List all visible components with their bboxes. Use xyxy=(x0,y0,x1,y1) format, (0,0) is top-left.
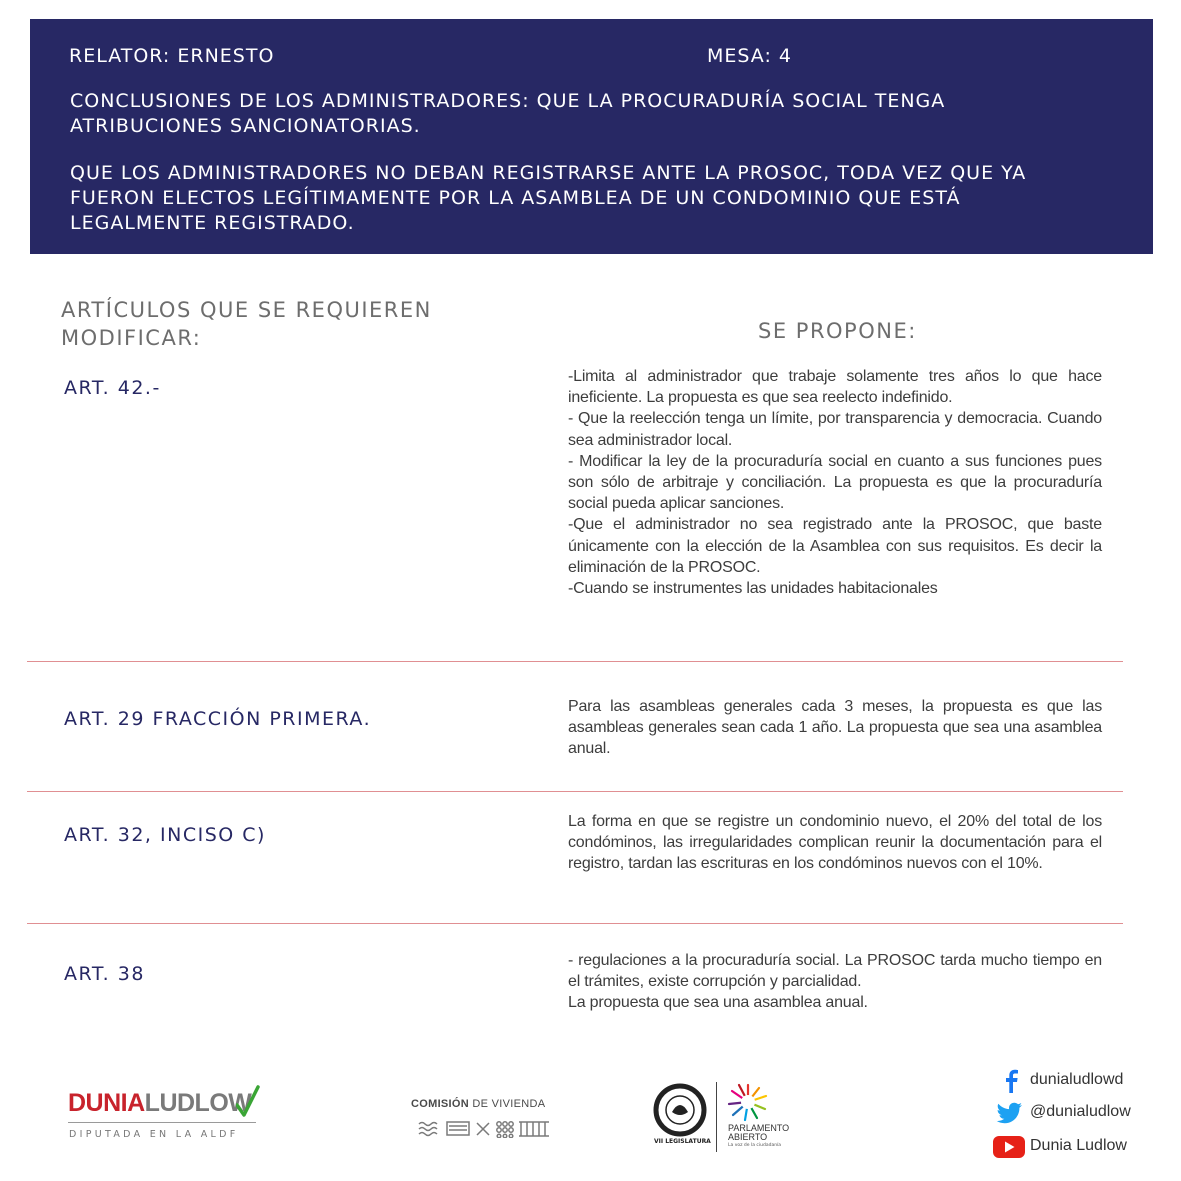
conclusion-text: QUE LOS ADMINISTRADORES NO DEBAN REGISTRARSE ANTE LA PROSOC, TODA VEZ QUE YA FUERON ELECTOS LEGÍTIMAMENTE POR LA ASAMBLEA DE UN CONDOMINIO QUE ESTÁ LEGALMENTE REGISTRADO. xyxy=(70,162,1027,234)
logo-divider xyxy=(716,1082,717,1152)
conclusion-text: CONCLUSIONES DE LOS ADMINISTRADORES: QUE LA PROCURADURÍA SOCIAL TENGA ATRIBUCIONES SANCIONATORIAS. xyxy=(70,90,946,137)
article-label: ART. 38 xyxy=(64,963,145,985)
header-box xyxy=(30,19,1153,254)
twitter-icon xyxy=(990,1100,1030,1126)
proposal-text xyxy=(568,366,1102,599)
proposal-line: - regulaciones a la procuraduría social. La PROSOC tarda mucho tiempo en el trámites, existe corrupción y parcialidad. xyxy=(568,952,1102,991)
proposal-text xyxy=(568,811,1102,875)
logo-subtitle: DIPUTADA EN LA ALDF xyxy=(69,1129,239,1140)
checkmark-icon xyxy=(236,1085,260,1119)
twitter-handle: @dunialudlow xyxy=(1030,1103,1131,1120)
proposal-line: Para las asambleas generales cada 3 meses, la propuesta es que las asambleas generales sean cada 1 año. La propuesta que sea una asamblea anual. xyxy=(568,698,1102,758)
proposal-line: - Modificar la ley de la procuraduría social en cuanto a sus funciones pues son sólo de arbitraje y conciliación. La propuesta es que la procuraduría social pueda aplicar sanciones. xyxy=(568,452,1102,513)
proposal-heading: SE PROPONE: xyxy=(758,319,917,343)
proposal-line: -Cuando se instrumentes las unidades habitacionales xyxy=(568,580,938,598)
youtube-link[interactable] xyxy=(990,1134,1160,1160)
parlamento-title: PARLAMENTO ABIERTO xyxy=(728,1123,790,1142)
logo-rule xyxy=(68,1122,256,1123)
article-label: ART. 42.- xyxy=(64,377,161,399)
facebook-icon xyxy=(990,1068,1030,1094)
parlamento-burst-icon xyxy=(726,1082,770,1122)
article-label: ART. 32, INCISO C) xyxy=(64,824,266,846)
comision-vivienda-logo: COMISIÓN DE VIVIENDA xyxy=(411,1098,561,1110)
seal-label: VII LEGISLATURA xyxy=(654,1138,711,1145)
proposal-line: La forma en que se registre un condominio nuevo, el 20% del total de los condóminos, las irregularidades complican reunir la documentación para el registro, tardan las escrituras en los condóminos nuevos con el 10%. xyxy=(568,813,1102,873)
logo-wordmark: DUNIALUDLOW xyxy=(68,1089,252,1117)
row-divider xyxy=(27,661,1123,662)
proposal-text xyxy=(568,950,1102,1014)
row-divider xyxy=(27,923,1123,924)
seal-icon xyxy=(652,1082,712,1138)
parlamento-tagline: La voz de la ciudadanía xyxy=(728,1143,782,1148)
relator-label: RELATOR: ERNESTO xyxy=(69,45,275,67)
proposal-line: - Que la reelección tenga un límite, por transparencia y democracia. Cuando sea administrador local. xyxy=(568,410,1102,449)
proposal-text xyxy=(568,696,1102,760)
articles-heading: ARTÍCULOS QUE SE REQUIEREN MODIFICAR: xyxy=(61,298,432,350)
proposal-line: -Que el administrador no sea registrado ante la PROSOC, que baste únicamente con la elección de la Asamblea con sus requisitos. Es decir la eliminación de la PROSOC. xyxy=(568,516,1102,576)
proposal-line: La propuesta que sea una asamblea anual. xyxy=(568,994,868,1012)
mesa-label: MESA: 4 xyxy=(707,45,793,67)
proposal-line: -Limita al administrador que trabaje solamente tres años lo que hace ineficiente. La propuesta es que sea reelecto indefinido. xyxy=(568,368,1102,407)
facebook-handle: dunialudlowd xyxy=(1030,1071,1124,1088)
youtube-handle: Dunia Ludlow xyxy=(1030,1137,1127,1154)
facebook-link[interactable] xyxy=(990,1068,1160,1094)
asamblea-legislativa-logo xyxy=(652,1082,792,1152)
row-divider xyxy=(27,791,1123,792)
housing-glyphs-icon xyxy=(417,1118,553,1138)
dunia-ludlow-logo xyxy=(68,1089,268,1143)
article-label: ART. 29 FRACCIÓN PRIMERA. xyxy=(64,708,372,730)
twitter-link[interactable] xyxy=(990,1100,1160,1126)
youtube-icon xyxy=(990,1134,1030,1160)
